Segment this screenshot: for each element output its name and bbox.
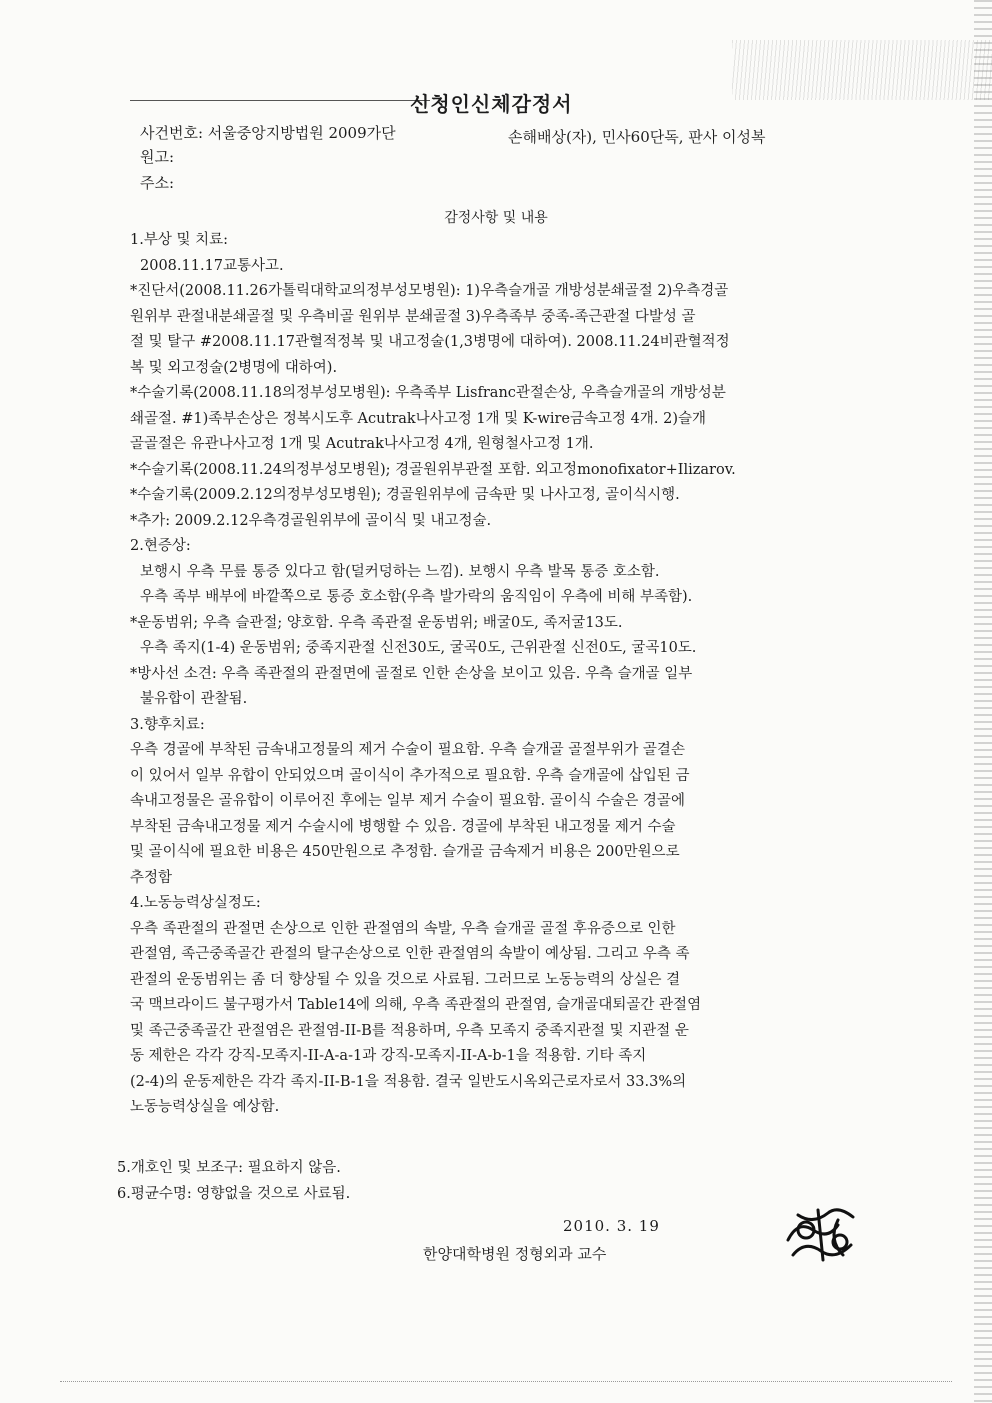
heading-symptoms: 2.현증상:	[130, 538, 191, 554]
signer: 한양대학병원 정형외과 교수	[423, 1245, 607, 1263]
surgery-record-line: 골골절은 유관나사고정 1개 및 Acutrak나사고정 4개, 원형철사고정 1개.	[130, 436, 594, 452]
scan-bottom-line	[60, 1381, 952, 1383]
heading-future-treatment: 3.향후치료:	[130, 716, 205, 733]
document-date: 2010. 3. 19	[563, 1217, 660, 1235]
future-treatment-line: 우측 경골에 부착된 금속내고정물의 제거 수술이 필요함. 우측 슬개골 골절부위가 골결손	[130, 742, 685, 758]
future-treatment-line: 이 있어서 일부 유합이 안되었으며 골이식이 추가적으로 필요함. 우측 슬개골에 삽입된 금	[130, 767, 690, 784]
labor-loss-line: 관절염, 족근중족골간 관절의 탈구손상으로 인한 관절염의 속발이 예상됨. 그리고 우측 족	[130, 946, 690, 962]
labor-loss-line: 및 족근중족골간 관절염은 관절염-II-B를 적용하며, 우측 모족지 중족지관절 및 지관절 운	[130, 1022, 689, 1039]
scan-noise	[732, 40, 992, 100]
plaintiff-label: 원고:	[140, 148, 175, 166]
radiology-line: 불유합이 관찰됨.	[140, 691, 248, 707]
diagnosis-line: 원위부 관절내분쇄골절 및 우측비골 원위부 분쇄골절 3)우측족부 중족-족근관절 다발성 골	[130, 308, 696, 325]
labor-loss-line: (2-4)의 운동제한은 각각 족지-II-B-1을 적용함. 결국 일반도시옥외근로자로서 33.3%의	[130, 1073, 687, 1090]
closing-items	[117, 1156, 837, 1207]
surgery-record-line: 쇄골절. #1)족부손상은 정복시도후 Acutrak나사고정 1개 및 K-wire금속고정 4개. 2)슬개	[130, 410, 706, 427]
future-treatment-line: 및 골이식에 필요한 비용은 450만원으로 추정함. 슬개골 금속제거 비용은 200만원으로	[130, 844, 680, 860]
labor-loss-line: 관절의 운동범위는 좀 더 향상될 수 있을 것으로 사료됨. 그러므로 노동능력의 상실은 결	[130, 971, 681, 988]
labor-loss-line: 국 맥브라이드 불구평가서 Table14에 의해, 우측 족관절의 관절염, 슬개골대퇴골간 관절염	[130, 997, 702, 1013]
future-treatment-line: 추정함	[130, 869, 173, 886]
addition-line: *추가: 2009.2.12우측경골원위부에 골이식 및 내고정술.	[130, 512, 492, 529]
surgery-record-line: *수술기록(2008.11.18의정부성모병원): 우측족부 Lisfranc관절손상, 우측슬개골의 개방성분	[130, 385, 726, 401]
diagnosis-line: *진단서(2008.11.26가톨릭대학교의정부성모병원): 1)우측슬개골 개방성분쇄골절 2)우측경골	[130, 283, 729, 299]
symptom-line: 보행시 우측 무릎 통증 있다고 함(덜커덩하는 느낌). 보행시 우측 발목 통증 호소함.	[140, 563, 660, 580]
body-text	[130, 228, 850, 1121]
rom-line: *운동범위; 우측 슬관절; 양호함. 우측 족관절 운동범위; 배굴0도, 족저굴13도.	[130, 614, 623, 631]
case-type: 손해배상(자), 민사60단독, 판사 이성복	[508, 128, 766, 146]
surgery-record-line: *수술기록(2009.2.12의정부성모병원); 경골원위부에 금속판 및 나사고정, 골이식시행.	[130, 487, 680, 503]
diagnosis-line: 복 및 외고정술(2병명에 대하여).	[130, 359, 338, 376]
title-rule	[130, 100, 430, 101]
rom-line: 우측 족지(1-4) 운동범위; 중족지관절 신전30도, 굴곡0도, 근위관절 신전0도, 굴곡10도.	[140, 640, 697, 656]
labor-loss-line: 동 제한은 각각 강직-모족지-II-A-a-1과 강직-모족지-II-A-b-1을 적용함. 기타 족지	[130, 1048, 647, 1064]
surgery-record-line: *수술기록(2008.11.24의정부성모병원); 경골원위부관절 포함. 외고정monofixator+Ilizarov.	[130, 461, 736, 478]
accident-line: 2008.11.17교통사고.	[140, 257, 284, 274]
radiology-line: *방사선 소견: 우측 족관절의 관절면에 골절로 인한 손상을 보이고 있음. 우측 슬개골 일부	[130, 665, 693, 682]
diagnosis-line: 절 및 탈구 #2008.11.17관혈적정복 및 내고정술(1,3병명에 대하여). 2008.11.24비관혈적정	[130, 334, 730, 350]
heading-labor-loss: 4.노동능력상실정도:	[130, 895, 261, 911]
case-number: 사건번호: 서울중앙지방법원 2009가단	[140, 124, 396, 142]
document-title: 신청인신체감정서	[410, 92, 573, 116]
heading-injury: 1.부상 및 치료:	[130, 232, 228, 248]
section-title: 감정사항 및 내용	[444, 210, 548, 226]
heading-caregiver: 5.개호인 및 보조구: 필요하지 않음.	[117, 1160, 341, 1176]
future-treatment-line: 속내고정물은 골유합이 이루어진 후에는 일부 제거 수술이 필요함. 골이식 수술은 경골에	[130, 793, 685, 809]
future-treatment-line: 부착된 금속내고정물 제거 수술시에 병행할 수 있음. 경골에 부착된 내고정물 제거 수술	[130, 818, 676, 835]
symptom-line: 우측 족부 배부에 바깥쪽으로 통증 호소함(우측 발가락의 움직임이 우측에 비해 부족함).	[140, 589, 693, 605]
address-label: 주소:	[140, 174, 175, 192]
labor-loss-line: 노동능력상실을 예상함.	[130, 1099, 280, 1115]
labor-loss-line: 우측 족관절의 관절면 손상으로 인한 관절염의 속발, 우측 슬개골 골절 후유증으로 인한	[130, 920, 676, 937]
seal-stamp	[778, 1200, 868, 1272]
heading-life-expectancy: 6.평균수명: 영향없을 것으로 사료됨.	[117, 1185, 351, 1202]
